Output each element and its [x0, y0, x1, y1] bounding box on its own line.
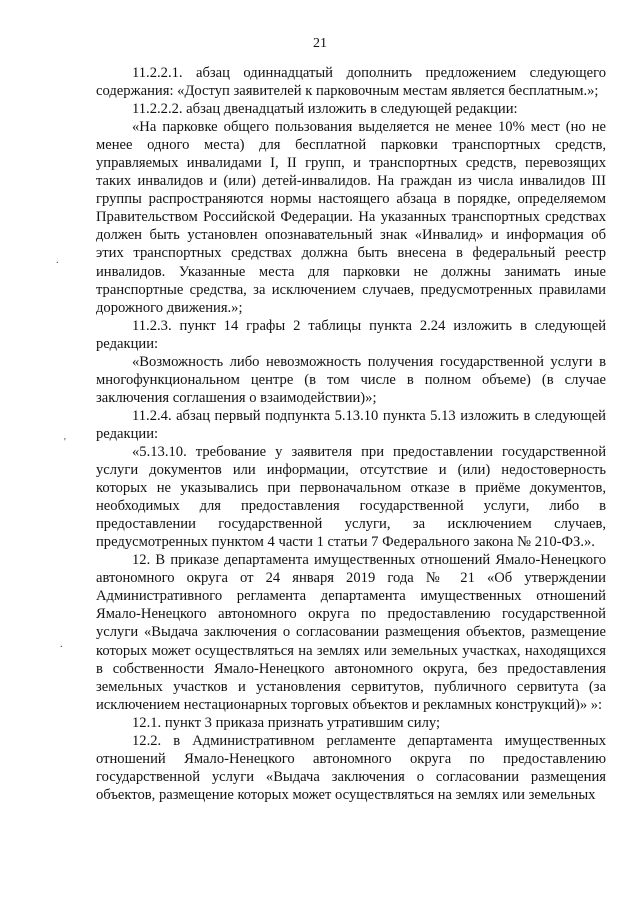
paragraph-parking-quote: «На парковке общего пользования выделяется не менее 10% мест (но не менее одного места) для бесплатной парковки транспортных средств, управляемых инвалидами I, II групп, и транспортных средств, перевозящих таких инвалидов и (или) детей-инвалидов. На граждан из числа инвалидов III группы распространяются нормы настоящего абзаца в порядке, определяемом Правительством Российской Федерации. На указанных транспортных средствах должен быть установлен опознавательный знак «Инвалид» и информация об этих транспортных средствах должна быть внесена в федеральный реестр инвалидов. Указанные места для парковки не должны занимать иные транспортные средства, за исключением случаев, предусмотренных правилами дорожного движения.»;: [96, 119, 606, 316]
paragraph-11-2-3: 11.2.3. пункт 14 графы 2 таблицы пункта 2.24 изложить в следующей редакции:: [96, 317, 606, 352]
margin-mark: .: [60, 639, 63, 650]
paragraph-12: 12. В приказе департамента имущественных отношений Ямало-Ненецкого автономного округа от 24 января 2019 года № 21 «Об утверждении Административного регламента департамента имущественных отношений Ямало-Ненецкого автономного округа по предоставлению государственной услуги «Выдача заключения о согласовании размещения объектов, размещение которых может осуществляться на землях или земельных участках, находящихся в собственности Ямало-Ненецкого автономного округа, без предоставления земельных участков и установления сервитутов, публичного сервитута (за исключением нестационарных торговых объектов и рекламных конструкций)» »:: [96, 552, 606, 713]
margin-mark: ': [64, 437, 66, 448]
paragraph-11-2-2-2: 11.2.2.2. абзац двенадцатый изложить в следующей редакции:: [132, 101, 518, 118]
margin-mark: .: [56, 255, 59, 266]
paragraph-mfc-quote: «Возможность либо невозможность получения государственной услуги в многофункциональном центре (в том числе в полном объеме) (в случае заключения соглашения о взаимодействии)»;: [96, 353, 606, 406]
page-number: 21: [313, 36, 327, 51]
paragraph-12-2: 12.2. в Административном регламенте департамента имущественных отношений Ямало-Ненецкого автономного округа по предоставлению государственной услуги «Выдача заключения о согласовании размещения объектов, размещение которых может осуществляться на землях или земельных: [96, 732, 606, 803]
paragraph-11-2-4: 11.2.4. абзац первый подпункта 5.13.10 пункта 5.13 изложить в следующей редакции:: [96, 407, 606, 442]
paragraph-5-13-10-quote: «5.13.10. требование у заявителя при предоставлении государственной услуги документов или информации, отсутствие и (или) недостоверность которых не указывались при первоначальном отказе в приёме документов, необходимых для предоставления государственной услуги, либо в предоставлении государственной услуги, за исключением случаев, предусмотренных пунктом 4 части 1 статьи 7 Федерального закона № 210-ФЗ.».: [96, 443, 606, 551]
paragraph-12-1: 12.1. пункт 3 приказа признать утратившим силу;: [132, 714, 441, 731]
paragraph-11-2-2-1: 11.2.2.1. абзац одиннадцатый дополнить предложением следующего содержания: «Доступ заявителей к парковочным местам является бесплатным.»;: [96, 65, 606, 100]
document-body: [96, 64, 606, 804]
